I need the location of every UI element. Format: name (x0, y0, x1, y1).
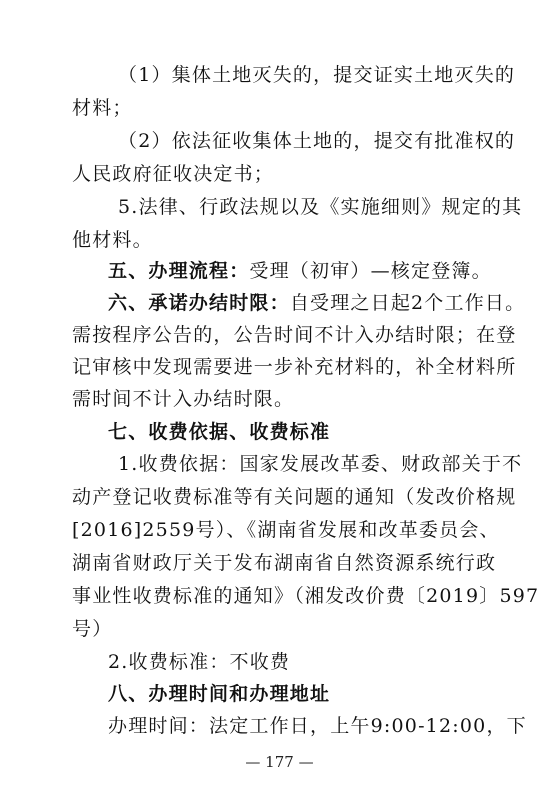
text-line-11: 需时间不计入办结时限。 (72, 388, 295, 410)
text-line-9: 需按程序公告的，公告时间不计入办结时限；在登 (72, 324, 517, 346)
section-six-heading: 六、承诺办结时限： (108, 292, 290, 314)
section-five-heading: 五、办理流程： (108, 260, 250, 282)
text-line-3: （2）依法征收集体土地的，提交有批准权的 (118, 130, 516, 152)
text-line-1: （1）集体土地灭失的，提交证实土地灭失的 (118, 64, 516, 86)
text-line-17: 事业性收费标准的通知》（湘发改价费〔2019〕597 (72, 585, 540, 607)
text-line-5: 5.法律、行政法规以及《实施细则》规定的其 (118, 196, 523, 218)
section-seven-heading: 七、收费依据、收费标准 (108, 421, 331, 443)
text-line-6: 他材料。 (72, 229, 153, 251)
text-line-2: 材料； (72, 97, 133, 119)
text-line-14: 动产登记收费标准等有关问题的通知（发改价格规 (72, 486, 517, 508)
section-five-text: 受理（初审）—核定登簿。 (249, 260, 492, 282)
text-line-10: 记审核中发现需要进一步补充材料的，补全材料所 (72, 356, 517, 378)
text-line-19: 2.收费标准：不收费 (108, 651, 291, 673)
text-line-21: 办理时间：法定工作日，上午9:00-12:00，下 (108, 715, 527, 737)
section-six-line (108, 290, 525, 316)
section-five-line (108, 258, 492, 284)
text-line-13: 1.收费依据：国家发展改革委、财政部关于不 (118, 453, 523, 475)
section-eight-heading: 八、办理时间和办理地址 (108, 683, 331, 705)
text-line-4: 人民政府征收决定书； (72, 163, 275, 185)
text-line-15: [2016]2559号）、《湖南省发展和改革委员会、 (72, 519, 500, 541)
page-number: — 177 — (245, 753, 314, 771)
section-six-text: 自受理之日起2个工作日。 (289, 292, 526, 314)
text-line-16: 湖南省财政厅关于发布湖南省自然资源系统行政 (72, 552, 497, 574)
text-line-18: 号） (72, 618, 113, 640)
